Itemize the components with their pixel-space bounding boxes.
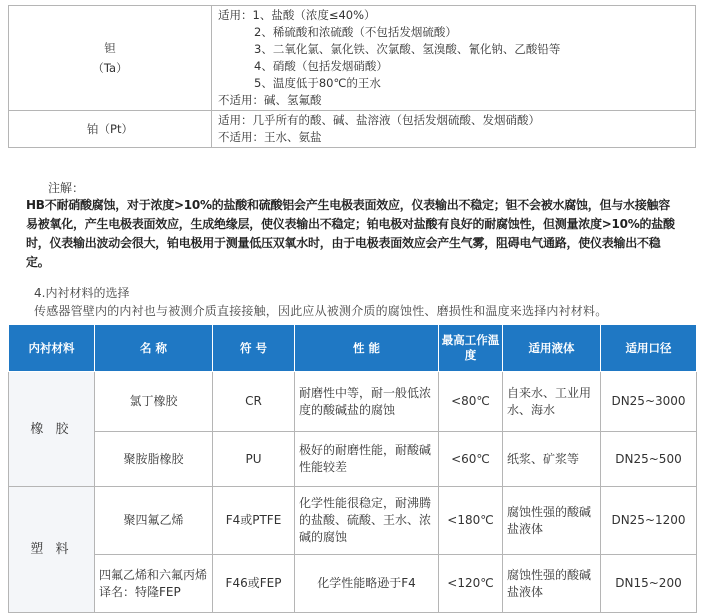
performance-cell: 极好的耐磨性能，耐酸碱性能较差 [295, 432, 439, 487]
caliber-cell: DN25~3000 [601, 372, 697, 432]
caliber-cell: DN25~500 [601, 432, 697, 487]
suitable-item: 3、二氧化氯、氯化铁、次氯酸、氢溴酸、氰化钠、乙酸铅等 [254, 42, 561, 56]
column-header: 内衬材料 [9, 325, 95, 372]
section-text: 传感器管壁内的内衬也与被测介质直接接触，因此应从被测介质的腐蚀性、磨损性和温度来选择内衬材料。 [34, 304, 608, 318]
performance-cell: 耐磨性中等，耐一般低浓度的酸碱盐的腐蚀 [295, 372, 439, 432]
symbol-cell: PU [213, 432, 295, 487]
table-row [9, 6, 696, 111]
caliber-cell: DN25~1200 [601, 487, 697, 555]
lining-table [8, 324, 697, 613]
column-header: 适用口径 [601, 325, 697, 372]
name-cell: 聚四氟乙烯 [95, 487, 213, 555]
material-description [212, 111, 696, 148]
table-row [9, 555, 697, 613]
material-cell [9, 111, 212, 148]
performance-cell: 化学性能很稳定，耐沸腾的盐酸、硫酸、王水、浓碱的腐蚀 [295, 487, 439, 555]
liquid-cell: 腐蚀性强的酸碱盐液体 [503, 555, 601, 613]
symbol-cell: F46或FEP [213, 555, 295, 613]
unsuitable-line: 不适用：碱、氢氟酸 [218, 93, 322, 107]
table-header-row [9, 325, 697, 372]
liquid-cell: 纸浆、矿浆等 [503, 432, 601, 487]
table-row [9, 372, 697, 432]
section-title: 4.内衬材料的选择 [34, 286, 130, 300]
material-name: 钽 [104, 41, 116, 55]
suitable-item: 4、硝酸（包括发烟硝酸） [254, 59, 388, 73]
unsuitable-line: 不适用：王水、氨盐 [218, 130, 322, 144]
column-header: 最高工作温度 [439, 325, 503, 372]
material-cell [9, 6, 212, 111]
column-header: 名 称 [95, 325, 213, 372]
column-header: 性 能 [295, 325, 439, 372]
column-header: 符 号 [213, 325, 295, 372]
electrode-table [8, 5, 696, 148]
table-row [9, 432, 697, 487]
performance-cell: 化学性能略逊于F4 [295, 555, 439, 613]
name-cell: 氯丁橡胶 [95, 372, 213, 432]
material-name: 铂（Pt） [87, 122, 133, 136]
suitable-item: 1、盐酸（浓度≤40%） [252, 8, 376, 22]
suitable-line: 适用：几乎所有的酸、碱、盐溶液（包括发烟硫酸、发烟硝酸） [218, 113, 540, 127]
temp-cell: <120℃ [439, 555, 503, 613]
group-cell: 橡 胶 [9, 372, 95, 487]
symbol-cell: CR [213, 372, 295, 432]
caliber-cell: DN15~200 [601, 555, 697, 613]
note-body: HB不耐硝酸腐蚀，对于浓度>10%的盐酸和硫酸铝会产生电极表面效应，仪表输出不稳定；钽不会被水腐蚀，但与水接触容易被氧化，产生电极表面效应，生成绝缘层，使仪表输出不稳定；铂电极对盐酸有良好的耐腐蚀性，但测量浓度>10%的盐酸时，仪表输出波动会很大，铂电极用于测量低压双氧水时，由于电极表面效应会产生气雾，阻碍电气通路，使仪表输出不稳定。 [26, 198, 675, 269]
note-title: 注解： [48, 181, 85, 195]
suitable-line [218, 7, 689, 24]
table-row [9, 111, 696, 148]
table-row [9, 487, 697, 555]
material-description [212, 6, 696, 111]
liquid-cell: 自来水、工业用水、海水 [503, 372, 601, 432]
temp-cell: <180℃ [439, 487, 503, 555]
temp-cell: <60℃ [439, 432, 503, 487]
material-symbol: （Ta） [92, 61, 128, 75]
group-cell: 塑 料 [9, 487, 95, 613]
suitable-item: 2、稀硫酸和浓硫酸（不包括发烟硫酸） [254, 25, 457, 39]
column-header: 适用液体 [503, 325, 601, 372]
suitable-item: 5、温度低于80℃的王水 [254, 76, 381, 90]
symbol-cell: F4或PTFE [213, 487, 295, 555]
temp-cell: <80℃ [439, 372, 503, 432]
name-cell: 四氟乙烯和六氟丙烯译名：特隆FEP [95, 555, 213, 613]
name-cell: 聚胺脂橡胶 [95, 432, 213, 487]
suitable-label: 适用： [218, 8, 253, 22]
liquid-cell: 腐蚀性强的酸碱盐液体 [503, 487, 601, 555]
